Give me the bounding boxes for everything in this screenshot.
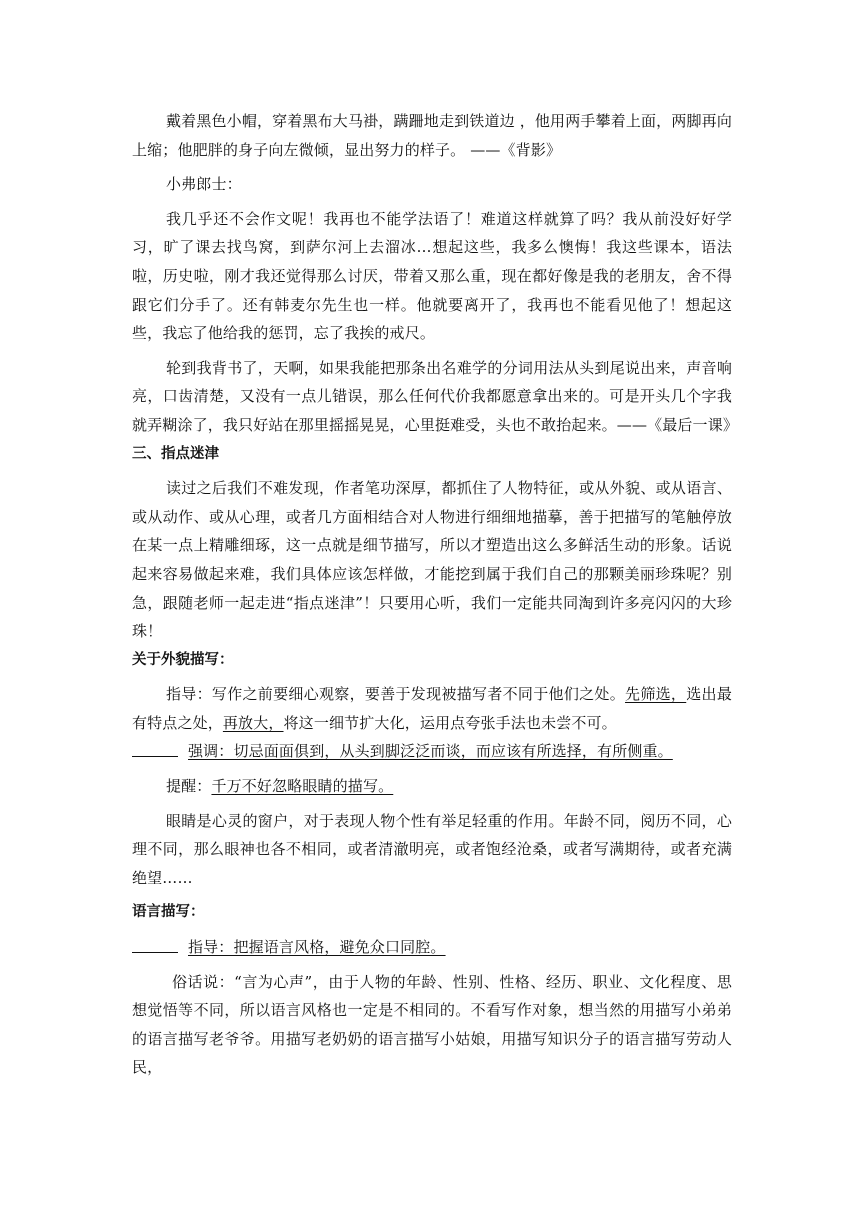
paragraph-appearance-remind bbox=[132, 772, 732, 801]
section-heading-guidance: 三、指点迷津 bbox=[132, 445, 219, 462]
appearance-emphasis-text: 强调：切忌面面俱到，从头到脚泛泛而谈，而应该有所选择，有所侧重。 bbox=[188, 742, 673, 761]
appearance-guide-text: 指导：写作之前要细心观察，要善于发现被描写者不同于他们之处。 bbox=[166, 685, 626, 704]
appearance-guide-enlarge: 再放大， bbox=[222, 713, 284, 732]
language-guide-text: 指导：把握语言风格，避免众口同腔。 bbox=[188, 938, 446, 957]
paragraph-frantz-label: 小弗郎士： bbox=[166, 175, 242, 194]
remind-text: 千万不好忽略眼睛的描写。 bbox=[211, 777, 394, 796]
subheading-language: 语言描写： bbox=[132, 904, 205, 921]
appearance-guide-select: 选出最有特点之处， bbox=[132, 685, 732, 732]
language-guide-leading-underline bbox=[132, 951, 178, 953]
emphasis-leading-underline bbox=[132, 755, 178, 757]
appearance-guide-filter: 先筛选， bbox=[625, 685, 687, 704]
paragraph-eyes: 眼睛是心灵的窗户，对于表现人物个性有举足轻重的作用。年龄不同，阅历不同，心理不同，那么眼神也各不相同，或者清澈明亮，或者饱经沧桑，或者写满期待，或者充满绝望…… bbox=[132, 811, 732, 887]
subheading-appearance: 关于外貌描写： bbox=[132, 651, 234, 668]
paragraph-frantz-quote-1: 我几乎还不会作文呢！我再也不能学法语了！难道这样就算了吗？我从前没好好学习，旷了课去找鸟窝，到萨尔河上去溜冰…想起这些，我多么懊悔！我这些课本，语法啦，历史啦，刚才我还觉得那么讨厌，带着又那么重，现在都好像是我的老朋友，舍不得跟它们分手了。还有韩麦尔先生也一样。他就要离开了，我再也不能看见他了！想起这些，我忘了他给我的惩罚，忘了我挨的戒尺。 bbox=[132, 209, 732, 343]
paragraph-guidance-intro: 读过之后我们不难发现，作者笔功深厚，都抓住了人物特征，或从外貌、或从语言、或从动作、或从心理，或者几方面相结合对人物进行细细地描摹，善于把描写的笔触停放在某一点上精雕细琢，这一点就是细节描写，所以才塑造出这么多鲜活生动的形象。话说起来容易做起来难，我们具体应该怎样做，才能挖到属于我们自己的那颗美丽珍珠呢？别急，跟随老师一起走进“指点迷津”！只要用心听，我们一定能共同淘到许多亮闪闪的大珍珠！ bbox=[132, 479, 732, 641]
document-body bbox=[132, 107, 739, 1082]
paragraph-language-guide bbox=[132, 933, 732, 962]
paragraph-appearance-guide bbox=[132, 680, 732, 737]
paragraph-beiying-quote: 戴着黑色小帽，穿着黑布大马褂，蹒跚地走到铁道边 ，他用两手攀着上面，两脚再向上缩；他肥胖的身子向左微倾，显出努力的样子。 ——《背影》 bbox=[132, 112, 732, 159]
appearance-guide-exaggerate: 将这一细节扩大化，运用点夸张手法也未尝不可。 bbox=[283, 713, 617, 732]
paragraph-language-body: 俗话说：“言为心声”，由于人物的年龄、性别、性格、经历、职业、文化程度、思想觉悟等不同，所以语言风格也一定是不相同的。不看写作对象，想当然的用描写小弟弟的语言描写老爷爷。用描写老奶奶的语言描写小姑娘，用描写知识分子的语言描写劳动人民， bbox=[132, 972, 732, 1077]
remind-label: 提醒： bbox=[166, 777, 212, 796]
paragraph-frantz-quote-2: 轮到我背书了，天啊，如果我能把那条出名难学的分词用法从头到尾说出来，声音响亮，口齿清楚，又没有一点儿错误，那么任何代价我都愿意拿出来的。可是开头几个字我就弄糊涂了，我只好站在那里摇摇晃晃，心里挺难受，头也不敢抬起来。——《最后一课》 bbox=[132, 358, 739, 434]
paragraph-appearance-emphasis bbox=[132, 737, 732, 766]
